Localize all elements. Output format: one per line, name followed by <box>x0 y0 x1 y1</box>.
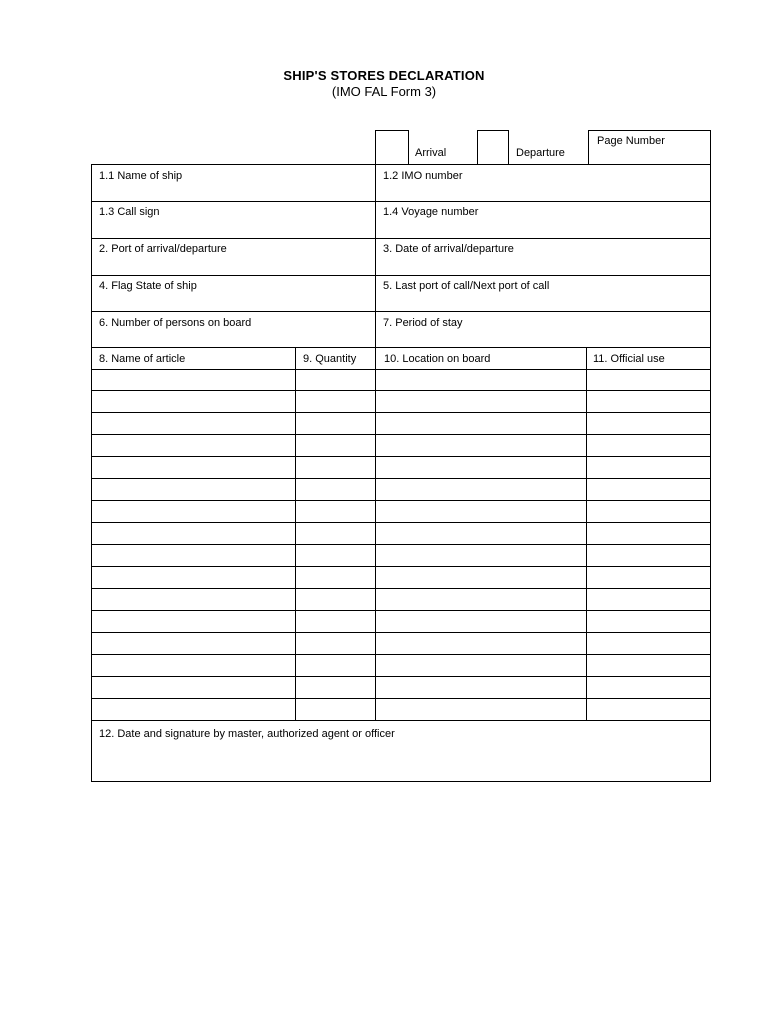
quantity-cell[interactable] <box>296 699 376 721</box>
article-cell[interactable] <box>92 699 295 721</box>
flag-state-label: 4. Flag State of ship <box>99 280 197 292</box>
official-use-cell[interactable] <box>588 545 710 567</box>
article-cell[interactable] <box>92 523 295 545</box>
location-cell[interactable] <box>377 611 587 633</box>
official-use-cell[interactable] <box>588 677 710 699</box>
quantity-cell[interactable] <box>296 611 376 633</box>
table-row <box>92 655 710 677</box>
page-number-field[interactable] <box>588 130 711 165</box>
form-subtitle: (IMO FAL Form 3) <box>331 84 437 99</box>
port-label: 2. Port of arrival/departure <box>99 243 227 255</box>
departure-checkbox[interactable] <box>477 130 509 165</box>
article-cell[interactable] <box>92 589 295 611</box>
table-row <box>92 391 710 413</box>
location-cell[interactable] <box>377 523 587 545</box>
article-cell[interactable] <box>92 633 295 655</box>
flag-state-field[interactable] <box>92 276 375 311</box>
quantity-cell[interactable] <box>296 589 376 611</box>
table-row <box>92 413 710 435</box>
article-cell[interactable] <box>92 391 295 413</box>
official-use-cell[interactable] <box>588 633 710 655</box>
official-use-cell[interactable] <box>588 611 710 633</box>
column-header-name-of-article: 8. Name of article <box>99 353 186 365</box>
location-cell[interactable] <box>377 545 587 567</box>
table-row <box>92 633 710 655</box>
location-cell[interactable] <box>377 391 587 413</box>
official-use-cell[interactable] <box>588 435 710 457</box>
signature-field[interactable] <box>92 721 710 781</box>
official-use-cell[interactable] <box>588 589 710 611</box>
page-number-label: Page Number <box>597 135 665 147</box>
quantity-cell[interactable] <box>296 567 376 589</box>
date-label: 3. Date of arrival/departure <box>383 243 514 255</box>
location-cell[interactable] <box>377 589 587 611</box>
name-of-ship-label: 1.1 Name of ship <box>99 170 183 182</box>
location-cell[interactable] <box>377 479 587 501</box>
article-cell[interactable] <box>92 677 295 699</box>
article-cell[interactable] <box>92 567 295 589</box>
quantity-cell[interactable] <box>296 523 376 545</box>
location-cell[interactable] <box>377 655 587 677</box>
departure-label: Departure <box>516 147 565 159</box>
port-field[interactable] <box>92 239 375 275</box>
persons-on-board-label: 6. Number of persons on board <box>99 317 252 329</box>
table-row <box>92 369 710 391</box>
voyage-number-label: 1.4 Voyage number <box>383 206 479 218</box>
column-header-location: 10. Location on board <box>384 353 491 365</box>
arrival-label: Arrival <box>415 147 447 159</box>
article-cell[interactable] <box>92 369 295 391</box>
official-use-cell[interactable] <box>588 699 710 721</box>
official-use-cell[interactable] <box>588 523 710 545</box>
call-sign-field[interactable] <box>92 202 375 238</box>
location-cell[interactable] <box>377 435 587 457</box>
article-cell[interactable] <box>92 457 295 479</box>
voyage-number-field[interactable] <box>376 202 710 238</box>
article-cell[interactable] <box>92 655 295 677</box>
article-cell[interactable] <box>92 545 295 567</box>
period-of-stay-field[interactable] <box>376 312 710 347</box>
divider <box>92 347 710 348</box>
imo-number-label: 1.2 IMO number <box>383 170 463 182</box>
quantity-cell[interactable] <box>296 545 376 567</box>
table-row <box>92 479 710 501</box>
table-row <box>92 611 710 633</box>
quantity-cell[interactable] <box>296 391 376 413</box>
official-use-cell[interactable] <box>588 413 710 435</box>
location-cell[interactable] <box>377 633 587 655</box>
quantity-cell[interactable] <box>296 457 376 479</box>
location-cell[interactable] <box>377 699 587 721</box>
location-cell[interactable] <box>377 567 587 589</box>
quantity-cell[interactable] <box>296 435 376 457</box>
quantity-cell[interactable] <box>296 369 376 391</box>
period-of-stay-label: 7. Period of stay <box>383 317 463 329</box>
article-cell[interactable] <box>92 435 295 457</box>
imo-number-field[interactable] <box>376 165 710 201</box>
official-use-cell[interactable] <box>588 501 710 523</box>
table-row <box>92 699 710 721</box>
signature-label: 12. Date and signature by master, authorized agent or officer <box>99 728 395 740</box>
location-cell[interactable] <box>377 413 587 435</box>
table-row <box>92 457 710 479</box>
quantity-cell[interactable] <box>296 413 376 435</box>
official-use-cell[interactable] <box>588 479 710 501</box>
article-cell[interactable] <box>92 413 295 435</box>
call-sign-label: 1.3 Call sign <box>99 206 160 218</box>
official-use-cell[interactable] <box>588 369 710 391</box>
table-row <box>92 677 710 699</box>
official-use-cell[interactable] <box>588 655 710 677</box>
table-row <box>92 435 710 457</box>
official-use-cell[interactable] <box>588 391 710 413</box>
column-header-official-use: 11. Official use <box>593 353 665 365</box>
table-row <box>92 523 710 545</box>
location-cell[interactable] <box>377 457 587 479</box>
article-cell[interactable] <box>92 479 295 501</box>
article-cell[interactable] <box>92 501 295 523</box>
arrival-checkbox[interactable] <box>375 130 409 165</box>
form-title: SHIP'S STORES DECLARATION <box>283 68 485 83</box>
quantity-cell[interactable] <box>296 501 376 523</box>
article-cell[interactable] <box>92 611 295 633</box>
table-row <box>92 589 710 611</box>
table-row <box>92 567 710 589</box>
last-port-label: 5. Last port of call/Next port of call <box>383 280 550 292</box>
location-cell[interactable] <box>377 677 587 699</box>
persons-on-board-field[interactable] <box>92 312 375 347</box>
location-cell[interactable] <box>377 501 587 523</box>
table-row <box>92 545 710 567</box>
name-of-ship-field[interactable] <box>92 165 375 201</box>
last-port-field[interactable] <box>376 276 710 311</box>
official-use-cell[interactable] <box>588 457 710 479</box>
date-field[interactable] <box>376 239 710 275</box>
location-cell[interactable] <box>377 369 587 391</box>
table-row <box>92 501 710 523</box>
column-header-quantity: 9. Quantity <box>303 353 357 365</box>
quantity-cell[interactable] <box>296 479 376 501</box>
quantity-cell[interactable] <box>296 633 376 655</box>
quantity-cell[interactable] <box>296 677 376 699</box>
official-use-cell[interactable] <box>588 567 710 589</box>
quantity-cell[interactable] <box>296 655 376 677</box>
